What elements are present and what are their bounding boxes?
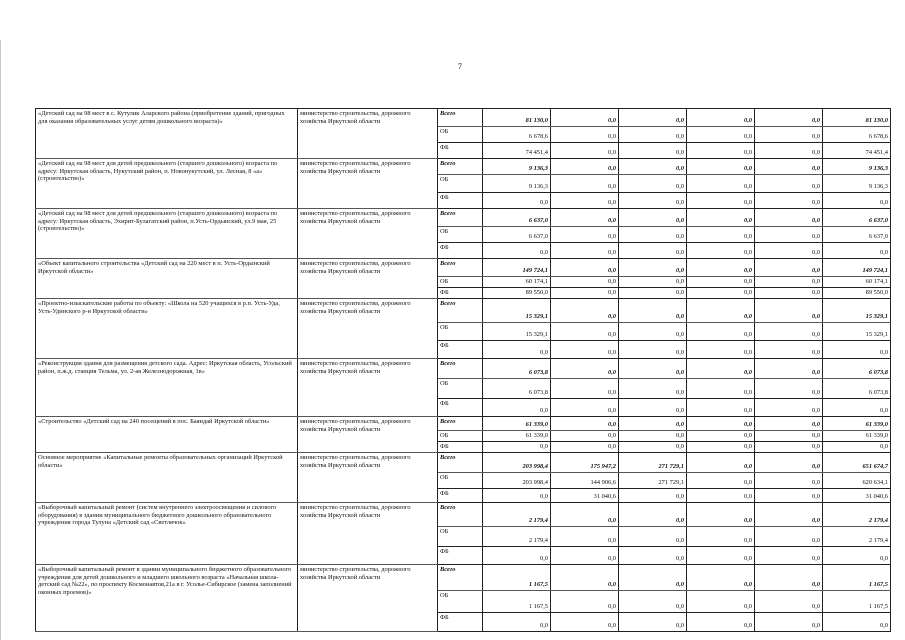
amount-cell: 0,0	[755, 442, 823, 453]
amount-cell: 0,0	[755, 547, 823, 565]
executor-cell: министерство строительства, дорожного хозяйства Иркутской области	[298, 209, 438, 259]
funding-source-cell: ФБ	[438, 341, 483, 359]
amount-cell: 0,0	[619, 431, 687, 442]
amount-cell: 0,0	[619, 547, 687, 565]
funding-source-cell: Всего	[438, 417, 483, 431]
amount-cell: 0,0	[755, 323, 823, 341]
amount-cell: 0,0	[755, 209, 823, 227]
funding-source-cell: ОБ	[438, 591, 483, 613]
amount-cell: 0,0	[755, 379, 823, 399]
amount-cell: 0,0	[619, 288, 687, 299]
amount-cell: 1 167,5	[823, 565, 891, 591]
table-row	[36, 503, 891, 527]
funding-source-cell: ОБ	[438, 227, 483, 243]
amount-cell: 0,0	[755, 109, 823, 127]
amount-cell: 0,0	[755, 613, 823, 632]
amount-cell: 271 729,1	[619, 453, 687, 473]
amount-cell: 0,0	[619, 323, 687, 341]
amount-cell: 0,0	[551, 431, 619, 442]
executor-cell: министерство строительства, дорожного хозяйства Иркутской области	[298, 417, 438, 453]
amount-cell: 0,0	[619, 209, 687, 227]
amount-cell: 0,0	[755, 417, 823, 431]
amount-cell: 0,0	[551, 109, 619, 127]
event-name-cell: «Детский сад на 98 мест в с. Кутулик Аларского района (приобретение зданий, пригодных для оказания образовательных услуг детям дошкольного возраста)»	[36, 109, 298, 159]
amount-cell: 0,0	[755, 399, 823, 417]
amount-cell: 0,0	[619, 259, 687, 277]
funding-source-cell: ОБ	[438, 277, 483, 288]
amount-cell: 0,0	[619, 175, 687, 193]
amount-cell: 0,0	[551, 503, 619, 527]
amount-cell: 0,0	[619, 527, 687, 547]
amount-cell: 0,0	[551, 259, 619, 277]
table-row	[36, 259, 891, 277]
amount-cell: 0,0	[687, 288, 755, 299]
amount-cell: 0,0	[619, 591, 687, 613]
amount-cell: 271 729,1	[619, 473, 687, 489]
executor-cell: министерство строительства, дорожного хозяйства Иркутской области	[298, 159, 438, 209]
amount-cell: 0,0	[619, 277, 687, 288]
event-name-cell: «Объект капитального строительства «Детский сад на 220 мест в п. Усть-Ордынский Иркутской области»	[36, 259, 298, 299]
amount-cell: 0,0	[687, 299, 755, 323]
amount-cell: 6 678,6	[823, 127, 891, 143]
amount-cell: 0,0	[551, 359, 619, 379]
amount-cell: 0,0	[755, 277, 823, 288]
table-row	[36, 209, 891, 227]
amount-cell: 0,0	[687, 359, 755, 379]
amount-cell: 0,0	[687, 341, 755, 359]
table-row	[36, 417, 891, 431]
amount-cell: 6 637,0	[483, 227, 551, 243]
amount-cell: 15 329,1	[823, 323, 891, 341]
amount-cell: 0,0	[755, 143, 823, 159]
amount-cell: 0,0	[687, 127, 755, 143]
funding-source-cell: ОБ	[438, 527, 483, 547]
funding-source-cell: ОБ	[438, 431, 483, 442]
amount-cell: 0,0	[483, 489, 551, 503]
amount-cell: 0,0	[551, 442, 619, 453]
amount-cell: 620 634,1	[823, 473, 891, 489]
amount-cell: 0,0	[687, 243, 755, 259]
funding-source-cell: ФБ	[438, 613, 483, 632]
funding-source-cell: Всего	[438, 359, 483, 379]
funding-source-cell: ОБ	[438, 379, 483, 399]
amount-cell: 9 136,3	[483, 175, 551, 193]
amount-cell: 0,0	[755, 288, 823, 299]
executor-cell: министерство строительства, дорожного хозяйства Иркутской области	[298, 453, 438, 503]
amount-cell: 0,0	[619, 243, 687, 259]
amount-cell: 61 339,0	[823, 417, 891, 431]
page-number: 7	[458, 62, 462, 71]
table-row	[36, 299, 891, 323]
amount-cell: 0,0	[619, 359, 687, 379]
amount-cell: 0,0	[551, 547, 619, 565]
amount-cell: 0,0	[687, 379, 755, 399]
page-edge-line	[0, 40, 1, 640]
amount-cell: 0,0	[687, 399, 755, 417]
amount-cell: 0,0	[483, 399, 551, 417]
amount-cell: 0,0	[551, 159, 619, 175]
amount-cell: 0,0	[755, 227, 823, 243]
amount-cell: 0,0	[483, 193, 551, 209]
amount-cell: 60 174,1	[823, 277, 891, 288]
amount-cell: 0,0	[687, 565, 755, 591]
amount-cell: 149 724,1	[823, 259, 891, 277]
funding-source-cell: Всего	[438, 109, 483, 127]
amount-cell: 0,0	[551, 288, 619, 299]
amount-cell: 0,0	[619, 442, 687, 453]
amount-cell: 0,0	[755, 591, 823, 613]
amount-cell: 0,0	[755, 259, 823, 277]
amount-cell: 144 906,6	[551, 473, 619, 489]
amount-cell: 0,0	[619, 613, 687, 632]
table-row	[36, 565, 891, 591]
amount-cell: 0,0	[551, 379, 619, 399]
amount-cell: 6 073,8	[483, 379, 551, 399]
amount-cell: 0,0	[687, 453, 755, 473]
executor-cell: министерство строительства, дорожного хозяйства Иркутской области	[298, 565, 438, 632]
amount-cell: 0,0	[619, 489, 687, 503]
amount-cell: 0,0	[687, 547, 755, 565]
amount-cell: 0,0	[755, 453, 823, 473]
amount-cell: 0,0	[687, 159, 755, 175]
amount-cell: 0,0	[619, 299, 687, 323]
table-row	[36, 453, 891, 473]
amount-cell: 0,0	[551, 565, 619, 591]
amount-cell: 81 130,0	[483, 109, 551, 127]
executor-cell: министерство строительства, дорожного хозяйства Иркутской области	[298, 299, 438, 359]
amount-cell: 0,0	[551, 243, 619, 259]
amount-cell: 6 073,8	[483, 359, 551, 379]
event-name-cell: «Выборочный капитальный ремонт в здании муниципального бюджетного образовательного учреждения для детей дошкольного и младшего школьного возраста «Начальная школа-детский сад №22», по проспекту Космонавтов,21а в г. Усолье-Сибирское (замена заполнений оконных проемов)»	[36, 565, 298, 632]
amount-cell: 0,0	[755, 527, 823, 547]
amount-cell: 0,0	[755, 175, 823, 193]
amount-cell: 2 179,4	[483, 503, 551, 527]
amount-cell: 15 329,1	[823, 299, 891, 323]
table-row	[36, 359, 891, 379]
amount-cell: 74 451,4	[483, 143, 551, 159]
amount-cell: 0,0	[755, 299, 823, 323]
amount-cell: 0,0	[687, 442, 755, 453]
amount-cell: 0,0	[687, 503, 755, 527]
amount-cell: 31 040,6	[551, 489, 619, 503]
funding-source-cell: ФБ	[438, 243, 483, 259]
amount-cell: 60 174,1	[483, 277, 551, 288]
amount-cell: 0,0	[483, 613, 551, 632]
amount-cell: 0,0	[755, 565, 823, 591]
funding-source-cell: Всего	[438, 159, 483, 175]
executor-cell: министерство строительства, дорожного хозяйства Иркутской области	[298, 503, 438, 565]
amount-cell: 74 451,4	[823, 143, 891, 159]
amount-cell: 1 167,5	[823, 591, 891, 613]
amount-cell: 31 040,6	[823, 489, 891, 503]
funding-source-cell: ОБ	[438, 175, 483, 193]
amount-cell: 0,0	[687, 227, 755, 243]
amount-cell: 0,0	[755, 159, 823, 175]
amount-cell: 0,0	[619, 159, 687, 175]
funding-source-cell: ОБ	[438, 127, 483, 143]
amount-cell: 0,0	[483, 243, 551, 259]
amount-cell: 0,0	[687, 209, 755, 227]
amount-cell: 0,0	[551, 527, 619, 547]
amount-cell: 0,0	[687, 143, 755, 159]
amount-cell: 0,0	[619, 143, 687, 159]
amount-cell: 0,0	[551, 277, 619, 288]
event-name-cell: «Проектно-изыскательские работы по объекту: «Школа на 520 учащихся в р.п. Усть-Уда, Усть-Удинского р-н Иркутской области»	[36, 299, 298, 359]
amount-cell: 0,0	[755, 489, 823, 503]
table-row	[36, 159, 891, 175]
amount-cell: 0,0	[483, 547, 551, 565]
funding-source-cell: ОБ	[438, 473, 483, 489]
funding-source-cell: Всего	[438, 299, 483, 323]
amount-cell: 0,0	[823, 341, 891, 359]
amount-cell: 0,0	[687, 109, 755, 127]
amount-cell: 0,0	[687, 613, 755, 632]
amount-cell: 0,0	[619, 417, 687, 431]
amount-cell: 0,0	[755, 193, 823, 209]
amount-cell: 0,0	[619, 193, 687, 209]
amount-cell: 0,0	[551, 323, 619, 341]
amount-cell: 0,0	[755, 341, 823, 359]
amount-cell: 0,0	[687, 431, 755, 442]
amount-cell: 0,0	[619, 227, 687, 243]
event-name-cell: «Реконструкция здания для размещения детского сада. Адрес: Иркутская область, Усольский район, п.ж.д. станция Тельма, ул. 2-ая Железнодорожная, 1в»	[36, 359, 298, 417]
amount-cell: 6 073,8	[823, 359, 891, 379]
amount-cell: 0,0	[755, 243, 823, 259]
amount-cell: 61 339,0	[483, 417, 551, 431]
amount-cell: 203 998,4	[483, 453, 551, 473]
amount-cell: 0,0	[551, 193, 619, 209]
funding-source-cell: ФБ	[438, 547, 483, 565]
amount-cell: 61 339,0	[823, 431, 891, 442]
funding-source-cell: ФБ	[438, 193, 483, 209]
funding-source-cell: ФБ	[438, 399, 483, 417]
executor-cell: министерство строительства, дорожного хозяйства Иркутской области	[298, 109, 438, 159]
amount-cell: 0,0	[823, 442, 891, 453]
event-name-cell: Основное мероприятие «Капитальные ремонты образовательных организаций Иркутской области»	[36, 453, 298, 503]
amount-cell: 6 678,6	[483, 127, 551, 143]
funding-source-cell: Всего	[438, 259, 483, 277]
amount-cell: 6 637,0	[483, 209, 551, 227]
amount-cell: 9 136,3	[823, 159, 891, 175]
amount-cell: 1 167,5	[483, 565, 551, 591]
funding-source-cell: Всего	[438, 503, 483, 527]
amount-cell: 9 136,3	[483, 159, 551, 175]
amount-cell: 0,0	[483, 341, 551, 359]
amount-cell: 0,0	[687, 417, 755, 431]
amount-cell: 149 724,1	[483, 259, 551, 277]
amount-cell: 0,0	[551, 417, 619, 431]
amount-cell: 0,0	[619, 109, 687, 127]
amount-cell: 0,0	[687, 591, 755, 613]
amount-cell: 89 550,0	[483, 288, 551, 299]
amount-cell: 15 329,1	[483, 323, 551, 341]
amount-cell: 0,0	[755, 473, 823, 489]
amount-cell: 0,0	[755, 359, 823, 379]
amount-cell: 6 073,8	[823, 379, 891, 399]
amount-cell: 0,0	[619, 341, 687, 359]
amount-cell: 0,0	[687, 193, 755, 209]
event-name-cell: «Детский сад на 98 мест для детей предшкольного (старшего дошкольного) возраста по адресу: Иркутская область, Нукутский район, п. Новонукутский, ул. Лесная, 8 «а» (строительство)»	[36, 159, 298, 209]
funding-source-cell: ФБ	[438, 143, 483, 159]
amount-cell: 0,0	[551, 591, 619, 613]
amount-cell: 0,0	[619, 503, 687, 527]
amount-cell: 0,0	[551, 299, 619, 323]
funding-source-cell: Всего	[438, 453, 483, 473]
amount-cell: 0,0	[483, 442, 551, 453]
amount-cell: 0,0	[687, 489, 755, 503]
amount-cell: 0,0	[551, 143, 619, 159]
amount-cell: 2 179,4	[823, 527, 891, 547]
amount-cell: 0,0	[823, 193, 891, 209]
amount-cell: 0,0	[551, 399, 619, 417]
amount-cell: 651 674,7	[823, 453, 891, 473]
amount-cell: 0,0	[687, 277, 755, 288]
amount-cell: 0,0	[551, 341, 619, 359]
amount-cell: 0,0	[823, 399, 891, 417]
amount-cell: 0,0	[687, 175, 755, 193]
amount-cell: 0,0	[619, 565, 687, 591]
amount-cell: 175 947,2	[551, 453, 619, 473]
amount-cell: 2 179,4	[483, 527, 551, 547]
amount-cell: 0,0	[755, 503, 823, 527]
event-name-cell: «Детский сад на 98 мест для детей предшкольного (старшего дошкольного) возраста по адресу: Иркутская область, Эхирит-Булагатский район, п.Усть-Ордынский, ул.9 мая, 25 (строительство)»	[36, 209, 298, 259]
amount-cell: 0,0	[823, 547, 891, 565]
amount-cell: 0,0	[687, 259, 755, 277]
amount-cell: 0,0	[551, 127, 619, 143]
funding-source-cell: Всего	[438, 565, 483, 591]
funding-source-cell: ФБ	[438, 489, 483, 503]
funding-source-cell: ФБ	[438, 288, 483, 299]
amount-cell: 203 998,4	[483, 473, 551, 489]
amount-cell: 0,0	[619, 379, 687, 399]
budget-table	[35, 108, 891, 632]
event-name-cell: «Строительство «Детский сад на 240 посещений в пос. Баяндай Иркутской области»	[36, 417, 298, 453]
amount-cell: 15 329,1	[483, 299, 551, 323]
amount-cell: 0,0	[687, 473, 755, 489]
amount-cell: 0,0	[619, 399, 687, 417]
amount-cell: 1 167,5	[483, 591, 551, 613]
funding-source-cell: ОБ	[438, 323, 483, 341]
event-name-cell: «Выборочный капитальный ремонт (систем внутреннего электроосвещения и силового оборудования) в здании муниципального бюджетного дошкольного образовательного учреждения города Тулуна «Детский сад «Светлячок»	[36, 503, 298, 565]
executor-cell: министерство строительства, дорожного хозяйства Иркутской области	[298, 259, 438, 299]
amount-cell: 9 136,3	[823, 175, 891, 193]
amount-cell: 81 130,0	[823, 109, 891, 127]
amount-cell: 0,0	[619, 127, 687, 143]
amount-cell: 0,0	[551, 175, 619, 193]
funding-source-cell: ФБ	[438, 442, 483, 453]
amount-cell: 0,0	[755, 431, 823, 442]
table-row	[36, 109, 891, 127]
amount-cell: 6 637,0	[823, 227, 891, 243]
executor-cell: министерство строительства, дорожного хозяйства Иркутской области	[298, 359, 438, 417]
amount-cell: 0,0	[823, 613, 891, 632]
amount-cell: 89 550,0	[823, 288, 891, 299]
amount-cell: 0,0	[687, 527, 755, 547]
amount-cell: 0,0	[551, 613, 619, 632]
amount-cell: 0,0	[823, 243, 891, 259]
amount-cell: 6 637,0	[823, 209, 891, 227]
amount-cell: 0,0	[687, 323, 755, 341]
amount-cell: 0,0	[551, 209, 619, 227]
amount-cell: 0,0	[551, 227, 619, 243]
amount-cell: 0,0	[755, 127, 823, 143]
amount-cell: 2 179,4	[823, 503, 891, 527]
amount-cell: 61 339,0	[483, 431, 551, 442]
funding-source-cell: Всего	[438, 209, 483, 227]
